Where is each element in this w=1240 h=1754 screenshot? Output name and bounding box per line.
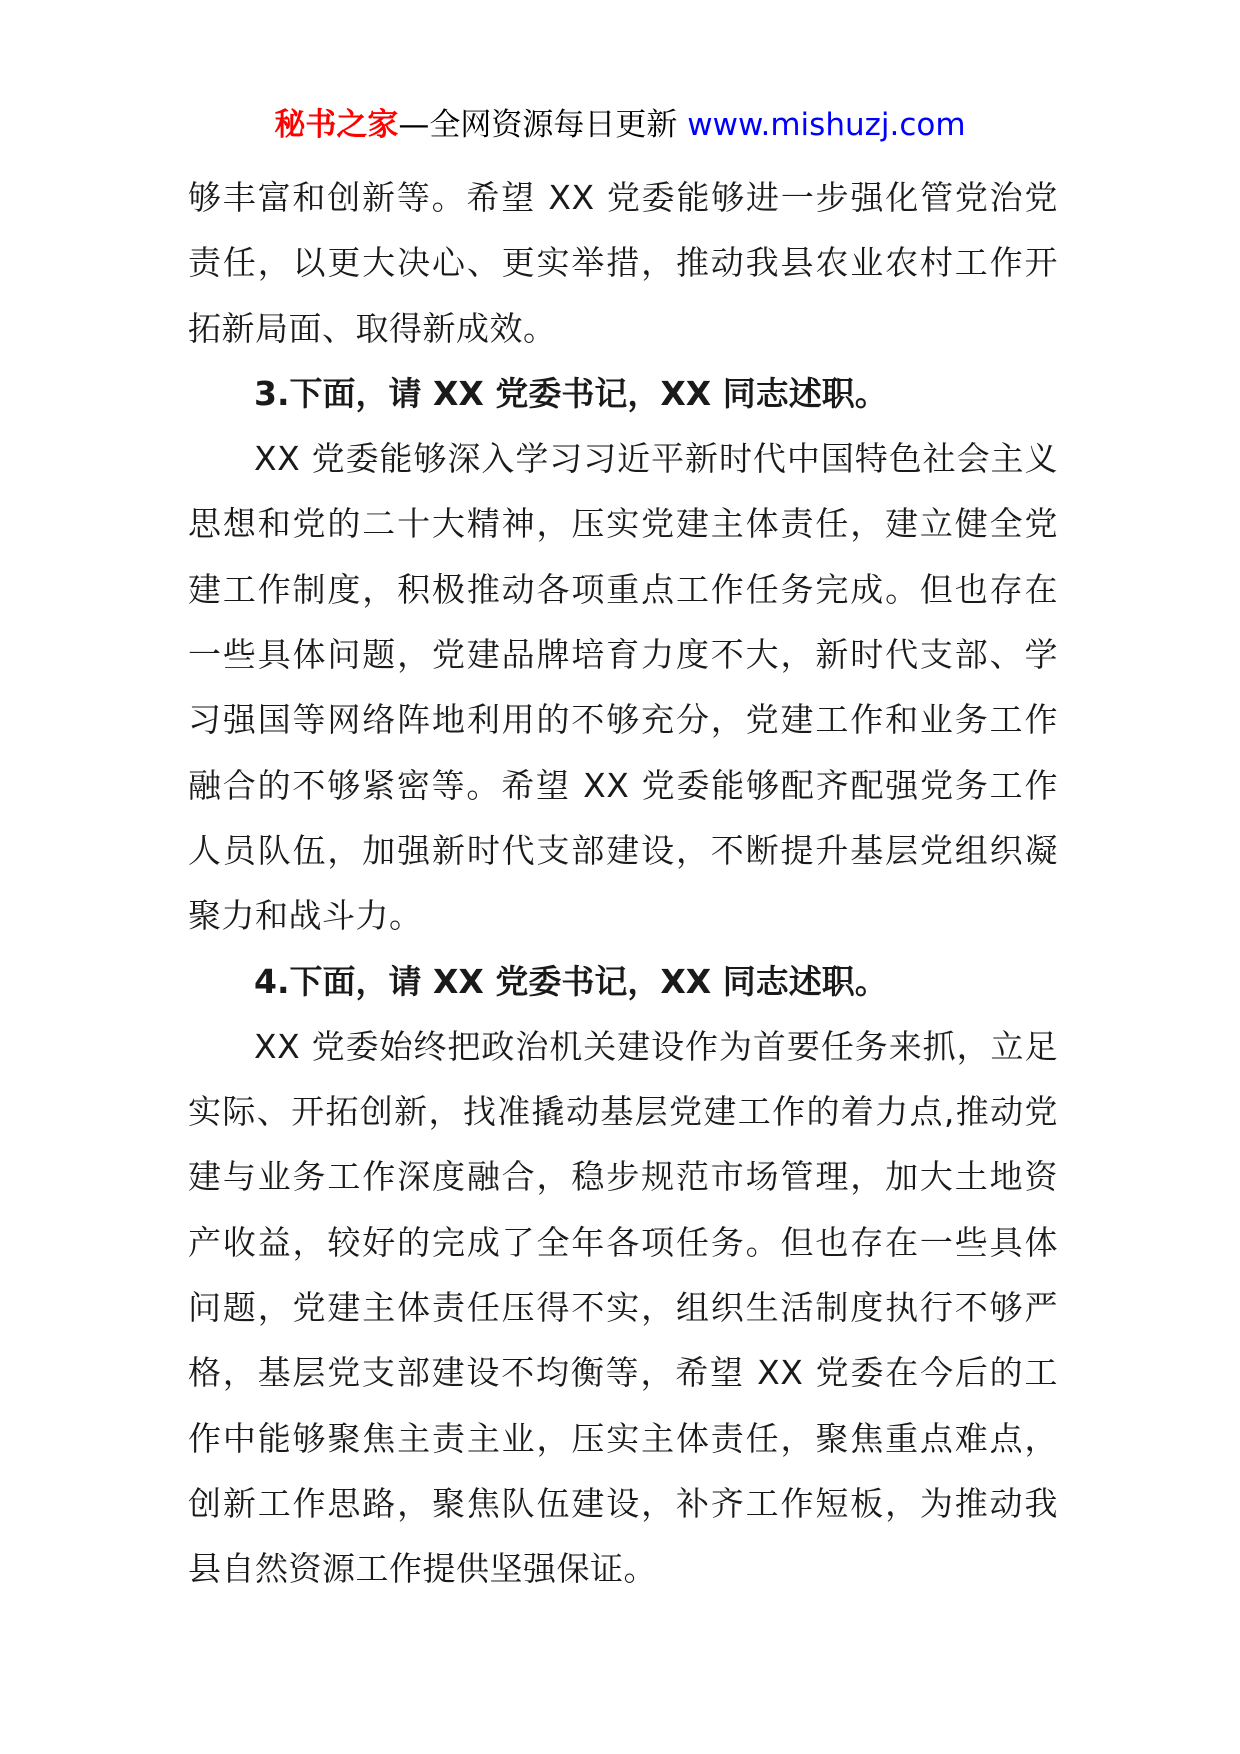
header-tagline: —全网资源每日更新: [398, 107, 688, 143]
section-heading-4: 4.下面，请 XX 党委书记，XX 同志述职。: [254, 961, 888, 1001]
brand-name: 秘书之家: [274, 107, 399, 143]
paragraph-continuation: 够丰富和创新等。希望 XX 党委能够进一步强化管党治党责任，以更大决心、更实举措，推动我县农业农村工作开拓新局面、取得新成效。: [188, 178, 1058, 348]
document-body: [188, 165, 1058, 1602]
paragraph-3: XX 党委能够深入学习习近平新时代中国特色社会主义思想和党的二十大精神，压实党建主体责任，建立健全党建工作制度，积极推动各项重点工作任务完成。但也存在一些具体问题，党建品牌培育力度不大，新时代支部、学习强国等网络阵地利用的不够充分，党建工作和业务工作融合的不够紧密等。希望 XX 党委能够配齐配强党务工作人员队伍，加强新时代支部建设，不断提升基层党组织凝聚力和战斗力。: [188, 439, 1058, 936]
page-header: [0, 100, 1240, 150]
paragraph-4: XX 党委始终把政治机关建设作为首要任务来抓，立足实际、开拓创新，找准撬动基层党建工作的着力点,推动党建与业务工作深度融合，稳步规范市场管理，加大土地资产收益，较好的完成了全年各项任务。但也存在一些具体问题，党建主体责任压得不实，组织生活制度执行不够严格，基层党支部建设不均衡等，希望 XX 党委在今后的工作中能够聚焦主责主业，压实主体责任，聚焦重点难点，创新工作思路，聚焦队伍建设，补齐工作短板，为推动我县自然资源工作提供坚强保证。: [188, 1026, 1058, 1589]
section-heading-3: 3.下面，请 XX 党委书记，XX 同志述职。: [254, 373, 888, 413]
site-link[interactable]: www.mishuzj.com: [687, 107, 966, 143]
